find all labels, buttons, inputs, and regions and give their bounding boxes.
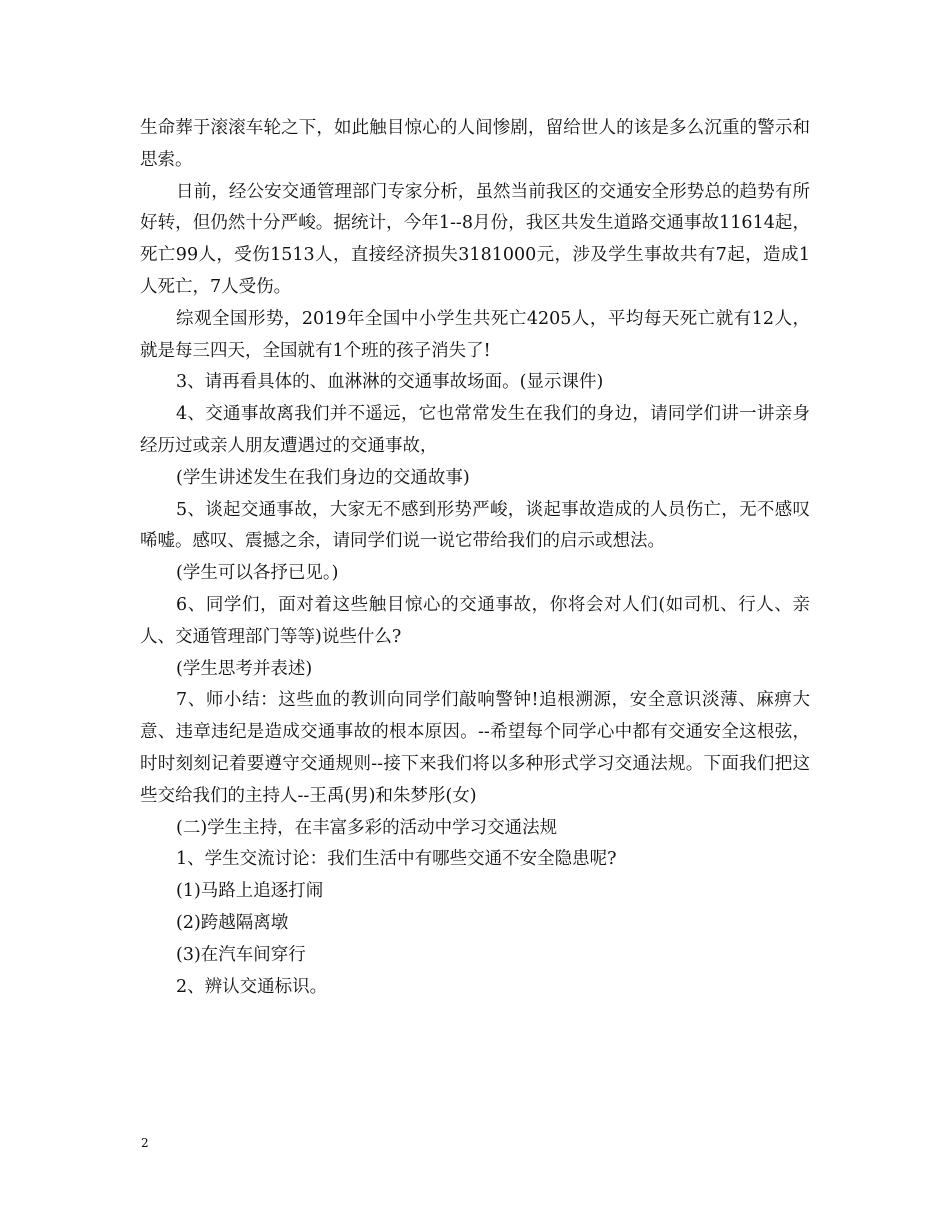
paragraph: (3)在汽车间穿行 [176,944,306,965]
paragraph: 7、师小结：这些血的教训向同学们敲响警钟!追根溯源，安全意识淡薄、麻痹大意、违章违纪是造成交通事故的根本原因。--希望每个同学心中都有交通安全这根弦，时时刻刻记着要遵守交通规则--接下来我们将以多种形式学习交通法规。下面我们把这些交给我们的主持人--王禹(男)和朱梦彤(女) [140,690,810,806]
paragraph: (2)跨越隔离墩 [176,912,289,933]
paragraph: (1)马路上追逐打闹 [176,881,324,902]
paragraph: 5、谈起交通事故，大家无不感到形势严峻，谈起事故造成的人员伤亡，无不感叹唏嘘。感叹、震撼之余，请同学们说一说它带给我们的启示或想法。 [140,499,810,552]
paragraph: (学生思考并表述) [176,658,313,679]
document-body [140,113,810,1003]
page-number: 2 [141,1136,149,1150]
paragraph: (学生可以各抒已见。) [176,563,339,584]
paragraph: 3、请再看具体的、血淋淋的交通事故场面。(显示课件) [176,372,604,393]
paragraph: 生命葬于滚滚车轮之下，如此触目惊心的人间惨剧，留给世人的该是多么沉重的警示和思索。 [140,118,810,170]
paragraph: (二)学生主持，在丰富多彩的活动中学习交通法规 [176,817,558,838]
paragraph: 2、辨认交通标识。 [176,976,328,997]
paragraph: (学生讲述发生在我们身边的交通故事) [176,467,470,488]
paragraph: 4、交通事故离我们并不遥远，它也常常发生在我们的身边，请同学们讲一讲亲身经历过或亲人朋友遭遇过的交通事故， [140,404,810,456]
paragraph: 1、学生交流讨论：我们生活中有哪些交通不安全隐患呢? [176,849,617,870]
paragraph: 日前，经公安交通管理部门专家分析，虽然当前我区的交通安全形势总的趋势有所好转，但仍然十分严峻。据统计，今年1--8月份，我区共发生道路交通事故11614起，死亡99人，受伤1513人，直接经济损失3181000元，涉及学生事故共有7起，造成1人死亡，7人受伤。 [140,181,810,297]
paragraph: 综观全国形势，2019年全国中小学生共死亡4205人，平均每天死亡就有12人，就是每三四天，全国就有1个班的孩子消失了! [140,308,810,361]
paragraph: 6、同学们，面对着这些触目惊心的交通事故，你将会对人们(如司机、行人、亲人、交通管理部门等等)说些什么? [140,594,810,647]
